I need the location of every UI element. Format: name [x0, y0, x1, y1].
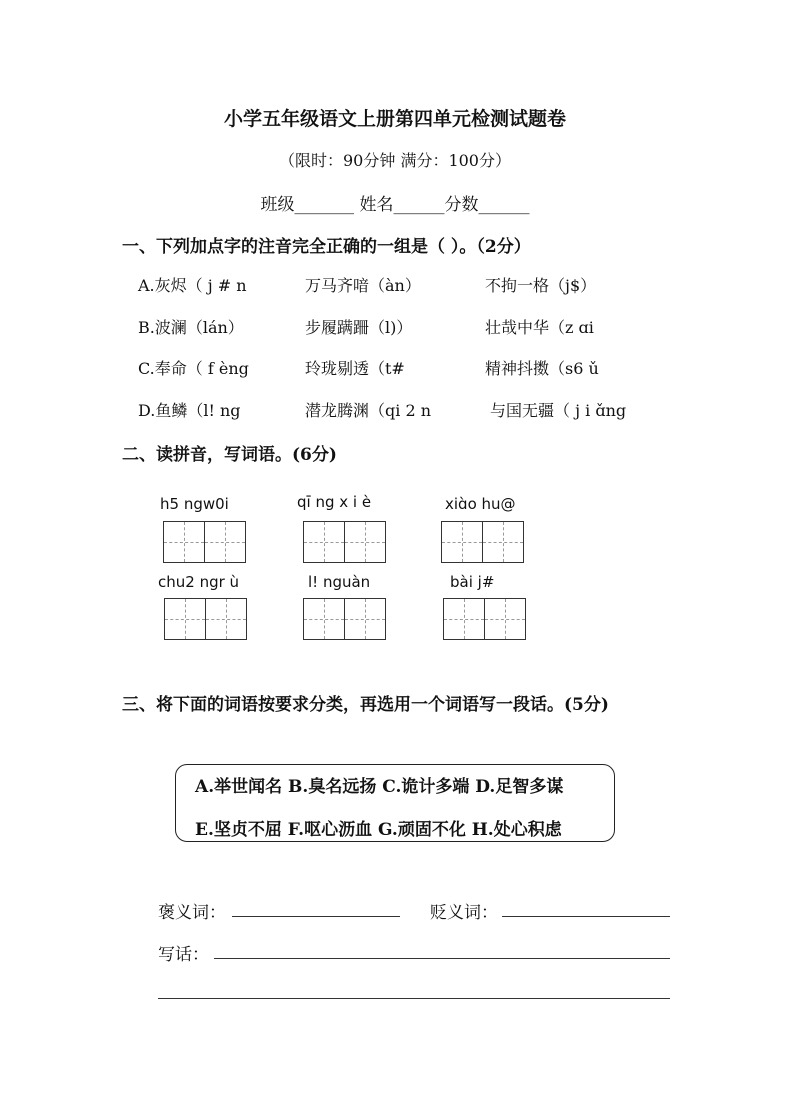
option-a-item2: 万马齐喑（àn）: [305, 276, 421, 295]
pinyin-4: chu2 ngr ù: [158, 573, 240, 591]
write-line-1[interactable]: [214, 958, 670, 959]
option-b-item1: B.波澜（lán）: [138, 318, 244, 337]
writing-grid-1[interactable]: [163, 521, 246, 563]
pinyin-3: xiɑ̀o hu@: [445, 495, 516, 513]
student-info-line: 班级_______ 姓名______分数______: [260, 195, 530, 215]
writing-grid-5[interactable]: [303, 598, 386, 640]
time-score-info: （限时：90分钟 满分：100分）: [279, 151, 511, 170]
derogatory-words-label: 贬义词：: [430, 903, 498, 923]
writing-grid-2[interactable]: [303, 521, 386, 563]
option-a-item1: A.灰烬（ j # n: [138, 276, 247, 295]
writing-grid-3[interactable]: [441, 521, 524, 563]
option-b-item2: 步履蹒跚（l)）: [305, 318, 413, 337]
section2-heading: 二、读拼音，写词语。(6分): [122, 445, 337, 465]
option-d-item1: D.鱼鳞（l! ng: [138, 401, 241, 420]
derogatory-words-blank[interactable]: [502, 916, 670, 917]
word-bank-line-1: A.举世闻名 B.臭名远扬 C.诡计多端 D.足智多谋: [195, 777, 564, 797]
write-label: 写话：: [158, 945, 209, 965]
pinyin-5: l! nguàn: [308, 573, 371, 591]
option-d-item3: 与国无疆（ j i ɑ̌ng: [490, 401, 627, 420]
praise-words-blank[interactable]: [232, 916, 400, 917]
section3-heading: 三、将下面的词语按要求分类，再选用一个词语写一段话。(5分): [122, 695, 609, 715]
write-line-2[interactable]: [158, 998, 670, 999]
pinyin-6: bài j#: [450, 573, 495, 591]
option-a-item3: 不拘一格（j$）: [485, 276, 597, 295]
option-c-item3: 精神抖擞（s6 ǔ: [485, 359, 599, 378]
writing-grid-6[interactable]: [443, 598, 526, 640]
pinyin-1: h5 ngw0i: [160, 495, 229, 513]
option-b-item3: 壮哉中华（z ɑi: [485, 318, 594, 337]
praise-words-label: 褒义词：: [158, 903, 226, 923]
section1-heading: 一、下列加点字的注音完全正确的一组是（ ）。（2分）: [122, 237, 531, 257]
option-c-item1: C.奉命（ f èng: [138, 359, 249, 378]
option-d-item2: 潜龙腾渊（qi 2 n: [305, 401, 432, 420]
option-c-item2: 玲珑剔透（t#: [305, 359, 405, 378]
writing-grid-4[interactable]: [164, 598, 247, 640]
page-title: 小学五年级语文上册第四单元检测试题卷: [223, 108, 566, 130]
pinyin-2: qī ng x i è: [297, 493, 372, 511]
word-bank-line-2: E.坚贞不屈 F.呕心沥血 G.顽固不化 H.处心积虑: [195, 820, 562, 840]
